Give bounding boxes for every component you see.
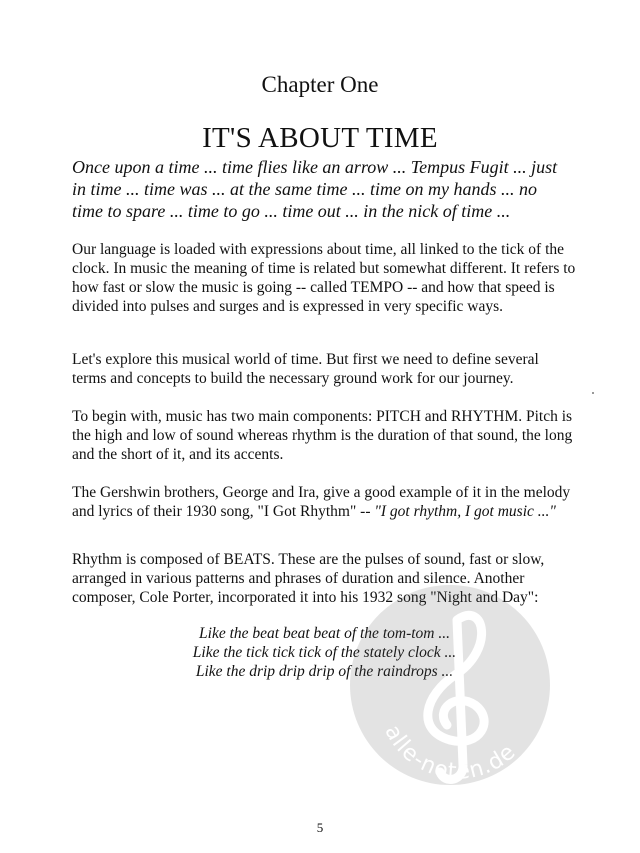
paragraph: Our language is loaded with expressions about time, all linked to the tick of the clock. In music the meaning of time is related but somewhat different. It refers to how fast or slow the music is going -- called TEMPO -- and how that speed is divided into pulses and surges and is expressed in very specific ways. xyxy=(72,241,576,315)
page-number: 5 xyxy=(316,820,324,835)
paragraph-with-quote xyxy=(72,483,577,521)
paragraph-text: The Gershwin brothers, George and Ira, give a good example of it in the melody and lyrics of their 1930 song, "I Got Rhythm" -- xyxy=(72,484,571,520)
paragraph: Rhythm is composed of BEATS. These are the pulses of sound, fast or slow, arranged in various patterns and phrases of duration and silence. Another composer, Cole Porter, incorporated it into his 1932 song "Night and Day": xyxy=(72,551,545,606)
paragraph: Let's explore this musical world of time. But first we need to define several terms and concepts to build the necessary ground work for our journey. xyxy=(72,351,539,387)
stray-mark xyxy=(592,392,594,394)
lyric-line: Like the tick tick tick of the stately clock ... xyxy=(192,644,457,661)
chapter-title: IT'S ABOUT TIME xyxy=(202,122,438,154)
treble-clef-icon xyxy=(345,580,555,790)
lyric-line: Like the beat beat beat of the tom-tom ... xyxy=(199,625,450,642)
lyric-line: Like the drip drip drip of the raindrops ... xyxy=(195,663,454,680)
song-lyric-quote xyxy=(72,624,577,681)
svg-text:alle-noten.de xyxy=(379,721,521,785)
inline-lyric-quote: "I got rhythm, I got music ..." xyxy=(374,503,556,520)
chapter-heading: Chapter One xyxy=(261,72,379,97)
paragraph: To begin with, music has two main components: PITCH and RHYTHM. Pitch is the high and low of sound whereas rhythm is the duration of that sound, the long and the short of it, and its accents. xyxy=(72,408,573,463)
epigraph: Once upon a time ... time flies like an arrow ... Tempus Fugit ... just in time ... time was ... at the same time ... time on my hands ... no time to spare ... time to go ... time out ... in the nick of time ... xyxy=(72,157,558,221)
watermark-text: alle-noten.de xyxy=(379,721,522,785)
